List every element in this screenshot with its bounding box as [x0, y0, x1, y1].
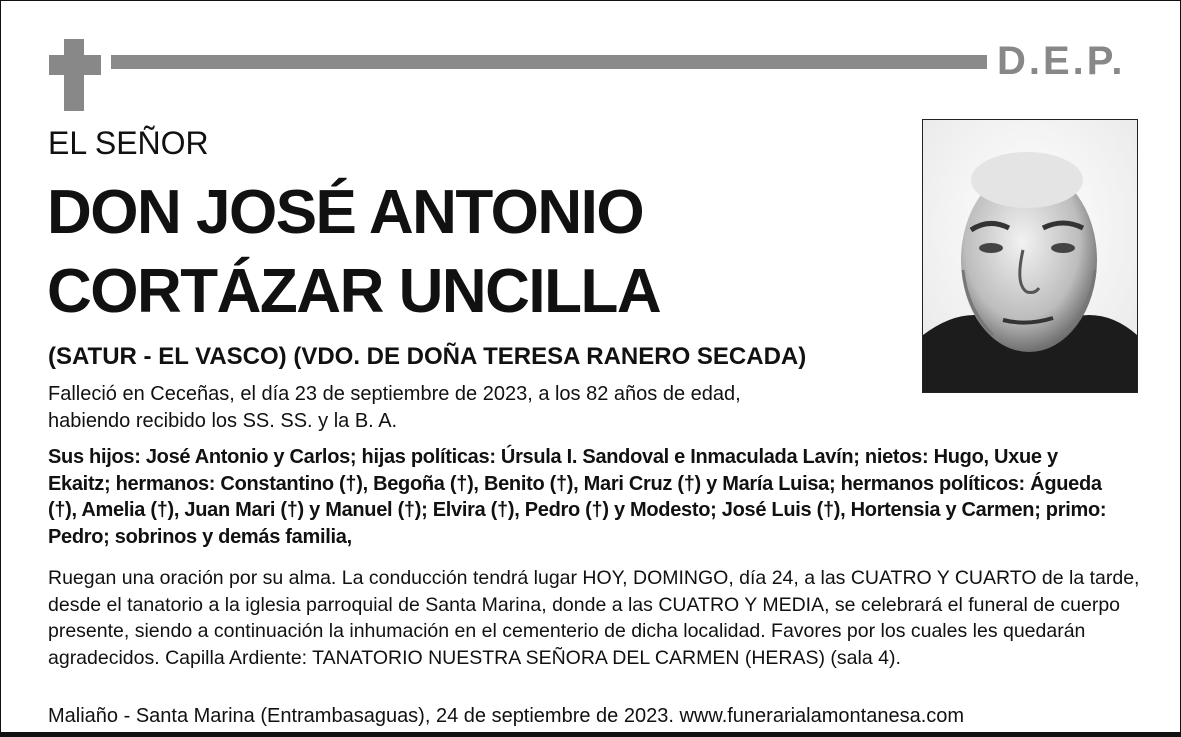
honorific: EL SEÑOR [48, 125, 209, 161]
portrait-photo [922, 119, 1138, 393]
funeral-details: Ruegan una oración por su alma. La conducción tendrá lugar HOY, DOMINGO, día 24, a las CUATRO Y CUARTO de la tarde, desde el tanatorio a la iglesia parroquial de Santa Marina, donde a las CUATRO Y MEDIA, se celebrará el funeral de cuerpo presente, siendo a continuación la inhumación en el cementerio de dicha localidad. Favores por los cuales les quedarán agradecidos. Capilla Ardiente: TANATORIO NUESTRA SEÑORA DEL CARMEN (HERAS) (sala 4). [48, 567, 1140, 669]
name-line-2: CORTÁZAR UNCILLA [47, 257, 661, 326]
dep-label: D.E.P. [997, 39, 1126, 83]
nickname-widower-line: (SATUR - EL VASCO) (VDO. DE DOÑA TERESA RANERO SECADA) [48, 343, 807, 370]
header-rule [111, 55, 987, 69]
name-line-1: DON JOSÉ ANTONIO [47, 178, 644, 247]
place-date-footer: Maliaño - Santa Marina (Entrambasaguas), 24 de septiembre de 2023. www.funerarialamontanesa.com [48, 705, 965, 727]
bottom-rule [1, 732, 1180, 736]
family-list: Sus hijos: José Antonio y Carlos; hijas políticas: Úrsula I. Sandoval e Inmaculada Lavín; nietos: Hugo, Uxue y Ekaitz; hermanos: Constantino (†), Begoña (†), Benito (†), Mari Cruz (†) y María Luisa; hermanos políticos: Águeda (†), Amelia (†), Juan Mari (†) y Manuel (†); Elvira (†), Pedro (†) y Modesto; José Luis (†), Hortensia y Carmen; primo: Pedro; sobrinos y demás familia, [48, 446, 1107, 548]
latin-cross-icon [49, 39, 101, 111]
deceased-name [47, 173, 660, 331]
death-notice: Falleció en Ceceñas, el día 23 de septiembre de 2023, a los 82 años de edad, habiendo recibido los SS. SS. y la B. A. [48, 383, 741, 432]
